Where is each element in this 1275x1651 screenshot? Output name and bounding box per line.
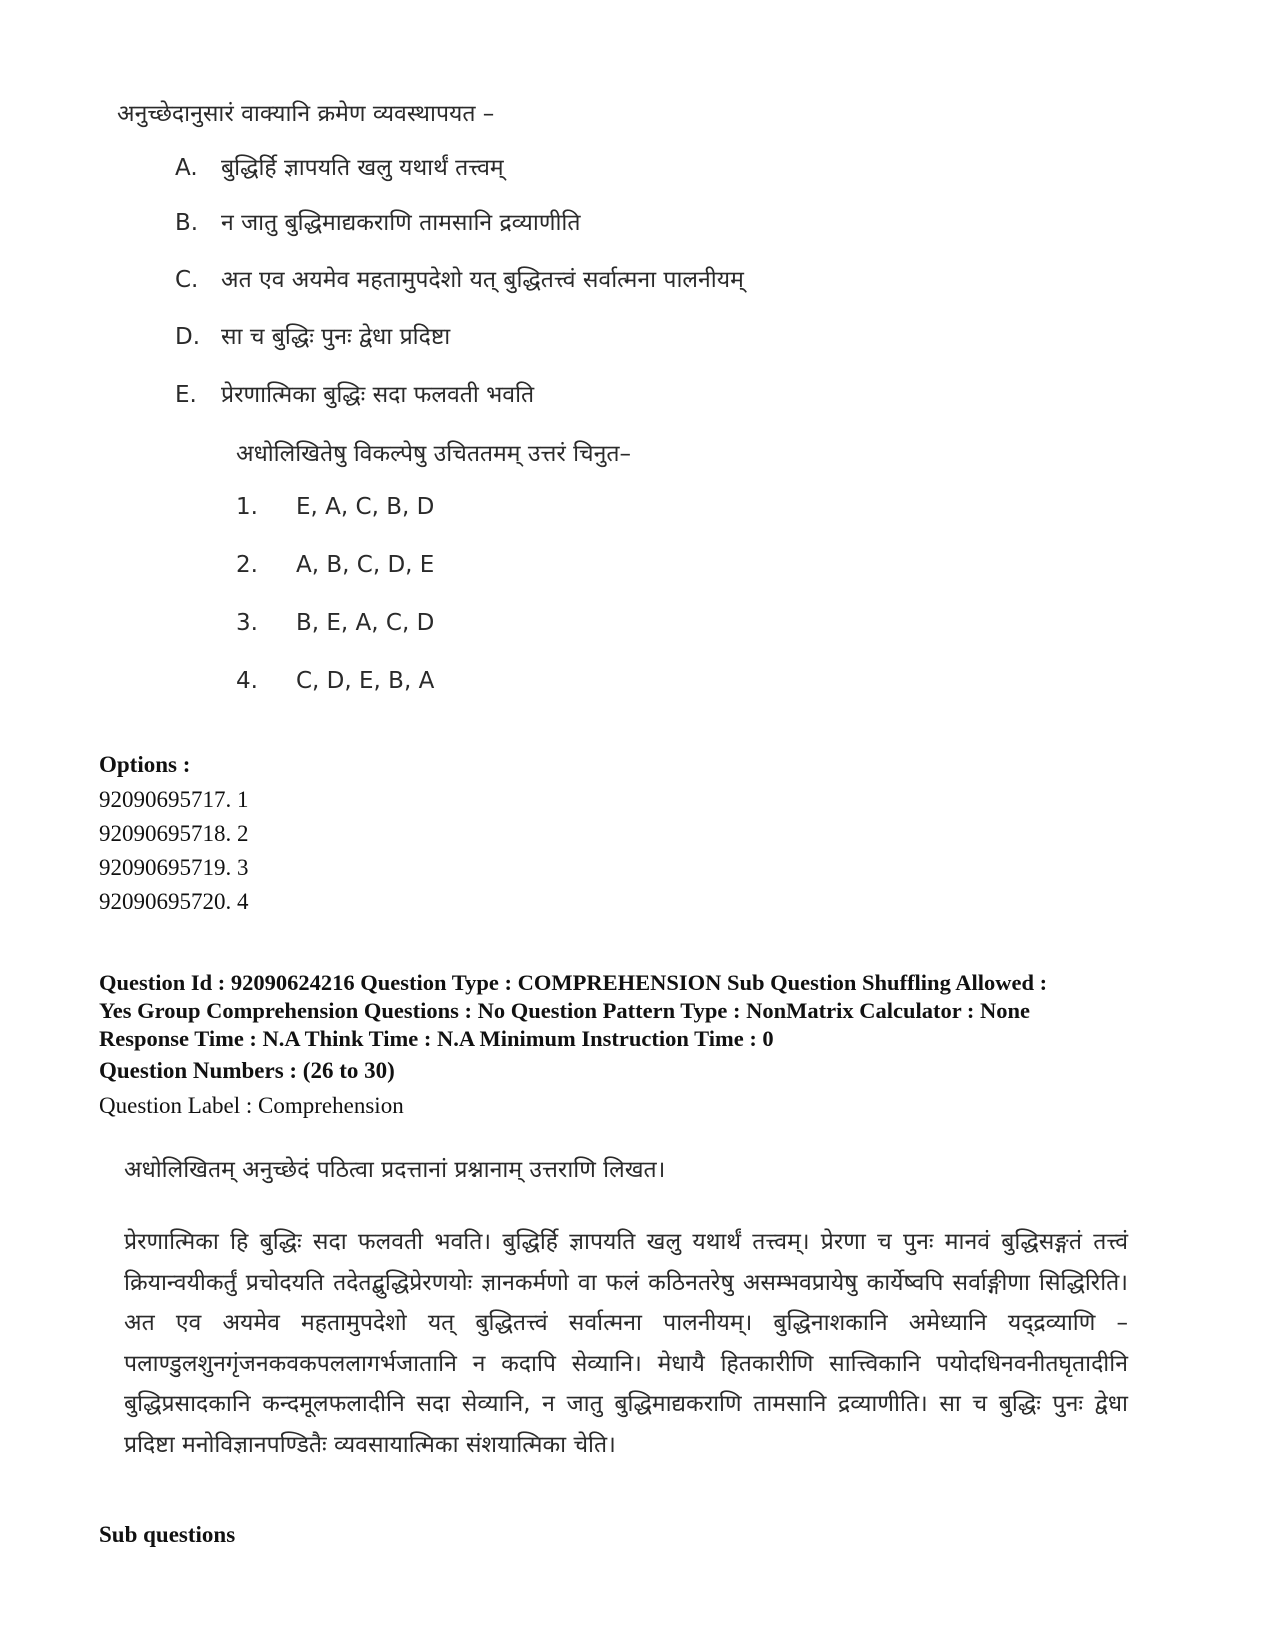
statement-letter: C. (175, 267, 199, 293)
statement-e (175, 377, 534, 409)
option-item-2: 92090695718. 2 (99, 821, 249, 846)
answer-text: C, D, E, B, A (296, 668, 435, 694)
options-heading: Options : (99, 752, 191, 777)
statement-text: अत एव अयमेव महतामुपदेशो यत् बुद्धितत्त्वं सर्वात्मना पालनीयम् (221, 267, 744, 293)
answer-choice-3 (236, 610, 434, 636)
answer-text: B, E, A, C, D (296, 610, 435, 636)
answer-number: 3. (236, 610, 258, 636)
question-instruction: अनुच्छेदानुसारं वाक्यानि क्रमेण व्यवस्थापयत – (117, 101, 495, 127)
question-numbers: Question Numbers : (26 to 30) (99, 1058, 395, 1083)
statement-text: बुद्धिर्हि ज्ञापयति खलु यथार्थं तत्त्वम् (221, 155, 504, 181)
sub-questions-heading: Sub questions (99, 1522, 236, 1547)
statement-letter: E. (175, 382, 197, 408)
passage-instruction: अधोलिखितम् अनुच्छेदं पठित्वा प्रदत्तानां प्रश्नानाम् उत्तराणि लिखत। (124, 1157, 666, 1183)
answer-number: 2. (236, 552, 258, 578)
meta-line-3: Response Time : N.A Think Time : N.A Minimum Instruction Time : 0 (99, 1026, 774, 1051)
statement-b (175, 205, 581, 237)
option-item-1: 92090695717. 1 (99, 787, 249, 812)
statement-letter: B. (175, 210, 199, 236)
option-item-3: 92090695719. 3 (99, 855, 249, 880)
choose-prompt: अधोलिखितेषु विकल्पेषु उचिततमम् उत्तरं चिनुत– (236, 441, 632, 467)
statement-text: प्रेरणात्मिका बुद्धिः सदा फलवती भवति (221, 382, 535, 408)
answer-choice-2 (236, 552, 434, 578)
question-label: Question Label : Comprehension (99, 1093, 404, 1118)
statement-text: न जातु बुद्धिमाद्यकराणि तामसानि द्रव्याणीति (221, 210, 581, 236)
answer-choice-4 (236, 668, 434, 694)
statement-letter: A. (175, 155, 198, 181)
option-item-4: 92090695720. 4 (99, 889, 249, 914)
statement-c (175, 262, 744, 294)
statement-a (175, 150, 504, 182)
statement-text: सा च बुद्धिः पुनः द्वेधा प्रदिष्टा (221, 324, 451, 350)
statement-letter: D. (175, 324, 201, 350)
meta-line-2: Yes Group Comprehension Questions : No Question Pattern Type : NonMatrix Calculator : None (99, 998, 1031, 1023)
statement-d (175, 319, 450, 351)
answer-choice-1 (236, 494, 434, 520)
answer-text: E, A, C, B, D (296, 494, 435, 520)
answer-text: A, B, C, D, E (296, 552, 435, 578)
question-meta (99, 969, 1047, 1053)
answer-number: 1. (236, 494, 258, 520)
meta-line-1: Question Id : 92090624216 Question Type : COMPREHENSION Sub Question Shuffling Allowed : (99, 970, 1048, 995)
passage-text: प्रेरणात्मिका हि बुद्धिः सदा फलवती भवति। बुद्धिर्हि ज्ञापयति खलु यथार्थं तत्त्वम्। प्रेरणा च पुनः मानवं बुद्धिसङ्गतं तत्त्वं क्रियान्वयीकर्तुं प्रचोदयति तदेतद्बुद्धिप्रेरणयोः ज्ञानकर्मणो वा फलं कठिनतरेषु असम्भवप्रायेषु कार्येष्वपि सर्वाङ्गीणा सिद्धिरिति। अत एव अयमेव महतामुपदेशो यत् बुद्धितत्त्वं सर्वात्मना पालनीयम्। बुद्धिनाशकानि अमेध्यानि यद्द्रव्याणि – पलाण्डुलशुनगृंजनकवकपललागर्भजातानि न कदापि सेव्यानि। मेधायै हितकारीणि सात्त्विकानि पयोदधिनवनीतघृतादीनि बुद्धिप्रसादकानि कन्दमूलफलादीनि सदा सेव्यानि, न जातु बुद्धिमाद्यकराणि तामसानि द्रव्याणीति। सा च बुद्धिः पुनः द्वेधा प्रदिष्टा मनोविज्ञानपण्डितैः व्यवसायात्मिका संशयात्मिका चेति। (124, 1229, 1128, 1458)
answer-number: 4. (236, 668, 258, 694)
